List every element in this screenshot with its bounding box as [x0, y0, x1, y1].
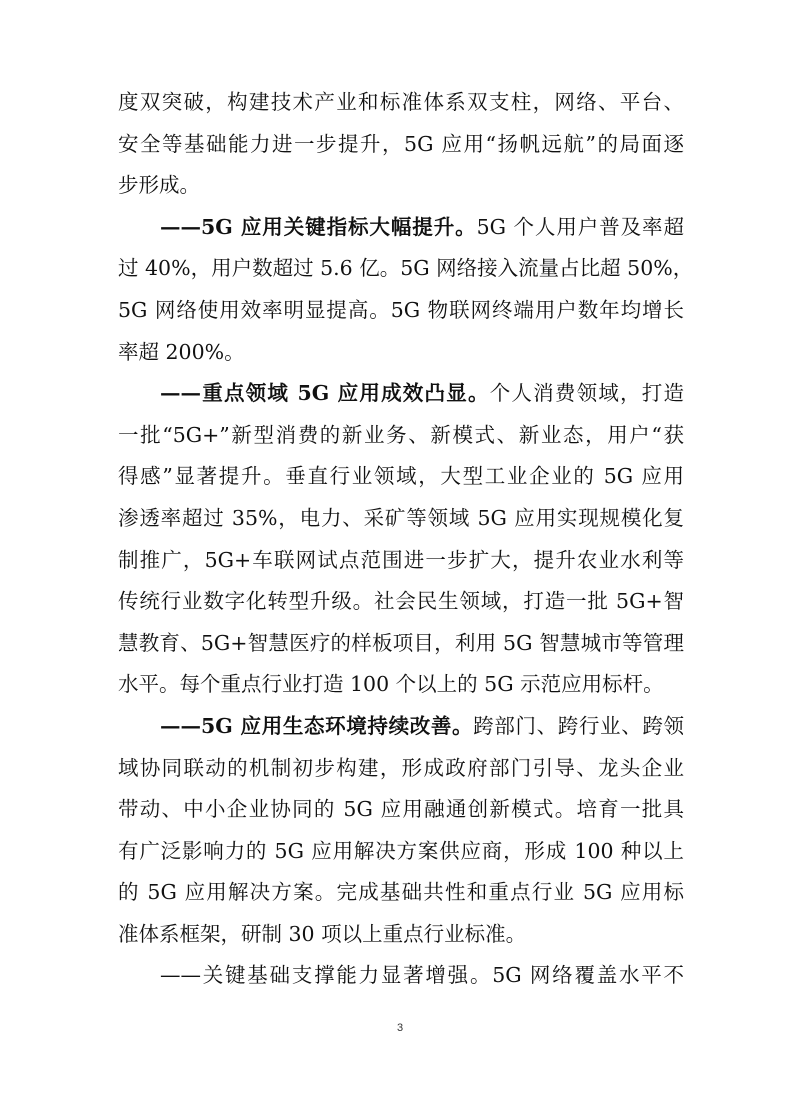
text-line: 度双突破，构建技术产业和标准体系双支柱，网络、平台、: [118, 90, 684, 114]
text-line: 准体系框架，研制 30 项以上重点行业标准。: [118, 921, 527, 946]
paragraph-text: 个人消费领域，打造: [489, 381, 685, 406]
text-line: 渗透率超过 35%，电力、采矿等领域 5G 应用实现规模化复: [118, 505, 684, 530]
text-line: 步形成。: [118, 173, 200, 198]
text-line: 的 5G 应用解决方案。完成基础共性和重点行业 5G 应用标: [118, 880, 684, 905]
paragraph-first-line: [118, 955, 684, 997]
paragraph-heading: ——重点领域 5G 应用成效凸显。: [160, 381, 490, 406]
page-number: 3: [396, 1022, 404, 1034]
text-line: 5G 网络使用效率明显提高。5G 物联网终端用户数年均增长: [118, 297, 684, 322]
paragraph-first-line: [118, 706, 684, 748]
text-line: 过 40%，用户数超过 5.6 亿。5G 网络接入流量占比超 50%，: [118, 256, 694, 281]
paragraph-heading: ——关键基础支撑能力显著增强。: [160, 963, 493, 988]
paragraph-text: 跨部门、跨行业、跨领: [473, 713, 684, 738]
paragraph-heading: ——5G 应用生态环境持续改善。: [160, 713, 474, 738]
text-line: 得感”显著提升。垂直行业领域，大型工业企业的 5G 应用: [118, 464, 684, 489]
text-line: 域协同联动的机制初步构建，形成政府部门引导、龙头企业: [118, 755, 684, 780]
text-line: 制推广，5G+车联网试点范围进一步扩大，提升农业水利等: [118, 547, 684, 572]
text-line: 慧教育、5G+智慧医疗的样板项目，利用 5G 智慧城市等管理: [118, 630, 684, 655]
paragraph-text: 5G 网络覆盖水平不: [492, 963, 685, 988]
text-line: 率超 200%。: [118, 339, 245, 364]
paragraph-first-line: [118, 207, 684, 249]
paragraph-first-line: [118, 373, 684, 415]
text-line: 水平。每个重点行业打造 100 个以上的 5G 示范应用标杆。: [118, 672, 664, 697]
paragraph-heading: ——5G 应用关键指标大幅提升。: [160, 214, 477, 239]
text-line: 传统行业数字化转型升级。社会民生领域，打造一批 5G+智: [118, 589, 684, 614]
text-line: 一批“5G+”新型消费的新业务、新模式、新业态，用户“获: [118, 422, 684, 447]
text-line: 有广泛影响力的 5G 应用解决方案供应商，形成 100 种以上: [118, 838, 684, 863]
paragraph-text: 5G 个人用户普及率超: [476, 214, 684, 239]
text-line: 带动、中小企业协同的 5G 应用融通创新模式。培育一批具: [118, 797, 684, 822]
text-line: 安全等基础能力进一步提升，5G 应用“扬帆远航”的局面逐: [118, 131, 684, 156]
document-body: [118, 82, 694, 997]
